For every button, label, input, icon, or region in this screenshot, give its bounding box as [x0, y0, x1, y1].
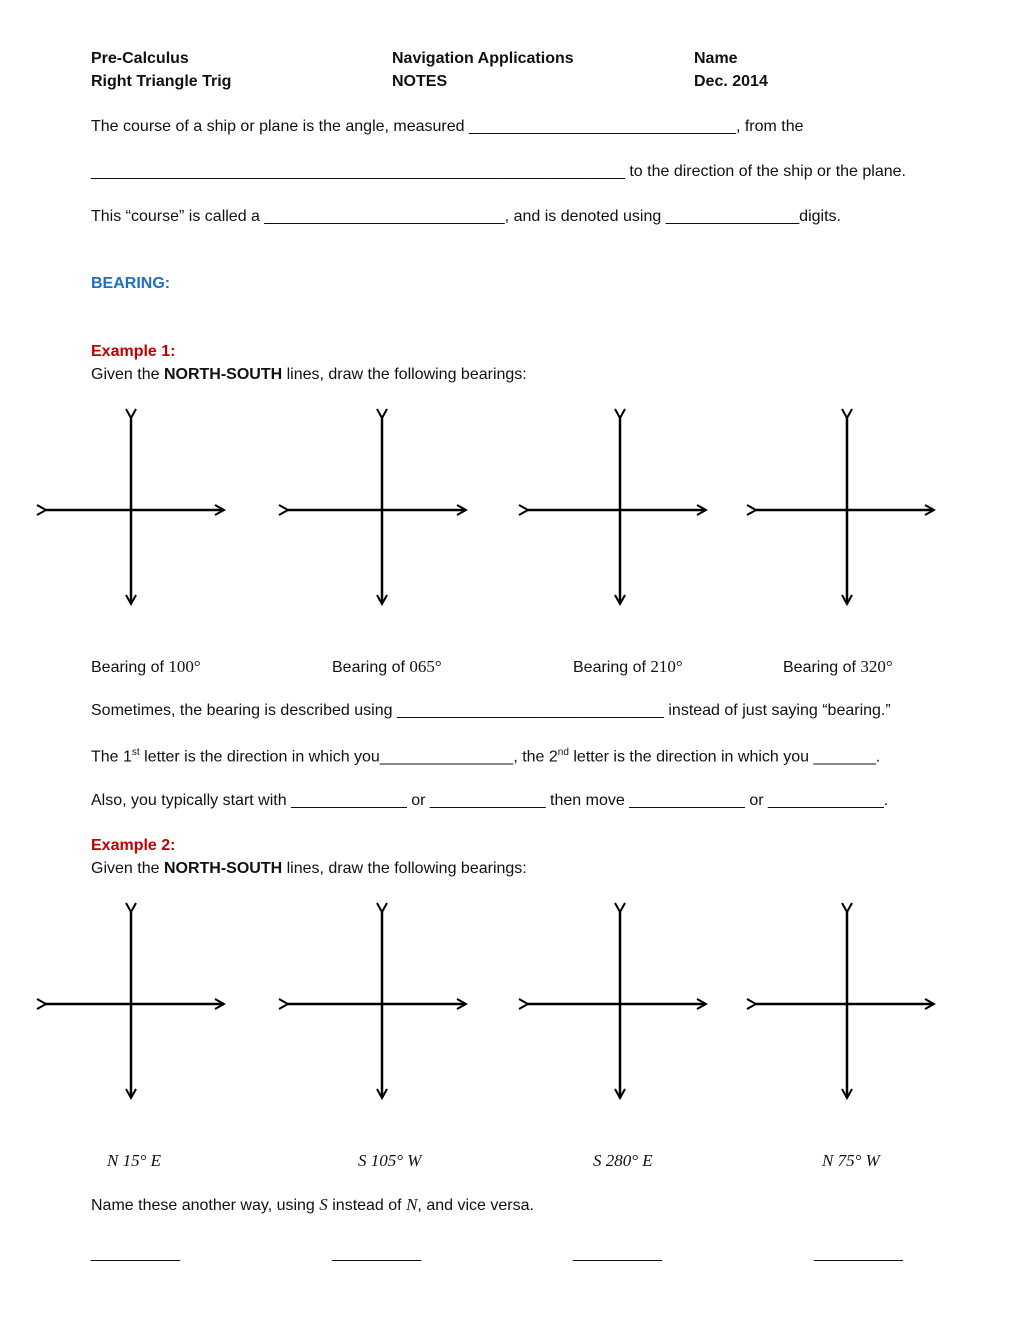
compass-axes-8[interactable] — [756, 912, 934, 1098]
course-title: Pre-Calculus — [91, 50, 189, 67]
answer-blank: _______________ — [379, 748, 514, 766]
intro-text: digits. — [799, 208, 841, 225]
date-label: Dec. 2014 — [694, 73, 768, 90]
answer-blank: _____________ — [629, 792, 745, 809]
bearing-value: 320° — [860, 657, 893, 676]
body-text: Sometimes, the bearing is described using — [91, 702, 393, 719]
notes-label: NOTES — [392, 73, 448, 90]
bearing-prefix: Bearing of — [783, 659, 856, 676]
example-1-title: Example 1: — [91, 343, 176, 360]
body-text: Name these another way, using — [91, 1197, 315, 1214]
answer-blank: ____________________________________________________________ — [91, 163, 625, 180]
instr-bold: NORTH-SOUTH — [163, 860, 283, 877]
example-2-title: Example 2: — [91, 837, 176, 854]
body-text: or — [411, 792, 426, 809]
body-text: letter is the direction in which you — [573, 748, 810, 766]
intro-text: The course of a ship or plane is the angle, measured — [91, 118, 465, 135]
answer-blank: ______________________________ — [469, 118, 736, 135]
bearing-value: 100° — [168, 657, 201, 676]
body-text: instead of — [332, 1197, 402, 1214]
bearing-label-4 — [783, 657, 893, 677]
ordinal-suffix: nd — [557, 747, 569, 758]
intro-text: This “course” is called a — [91, 208, 260, 225]
topic-title: Navigation Applications — [392, 50, 574, 67]
bearing-heading: BEARING: — [91, 275, 171, 292]
ordinal-suffix: st — [131, 747, 140, 758]
unit-title: Right Triangle Trig — [91, 73, 232, 90]
answer-blank-2[interactable]: __________ — [332, 1245, 421, 1262]
instr-text: lines, draw the following bearings: — [286, 860, 527, 877]
quadrant-bearing-3: S 280° E — [593, 1151, 653, 1170]
body-text: , the 2 — [513, 748, 558, 766]
answer-blank: _______________ — [665, 208, 800, 225]
answer-blank-4[interactable]: __________ — [814, 1245, 903, 1262]
letter-s: S — [319, 1195, 328, 1214]
sometimes-line — [91, 702, 891, 720]
answer-blank: _______ — [813, 748, 876, 766]
answer-blank: ______________________________ — [396, 702, 664, 719]
name-label: Name — [694, 50, 738, 67]
answer-blank: ___________________________ — [264, 208, 505, 225]
compass-axes-7[interactable] — [528, 912, 706, 1098]
bearing-value: 065° — [409, 657, 442, 676]
answer-blank-3[interactable]: __________ — [573, 1245, 662, 1262]
body-text: Also, you typically start with — [91, 792, 287, 809]
body-text: instead of just saying “bearing.” — [668, 702, 891, 719]
body-text: letter is the direction in which you — [144, 748, 380, 766]
bearing-prefix: Bearing of — [332, 659, 405, 676]
letter-line — [91, 747, 880, 766]
body-text: then move — [550, 792, 625, 809]
compass-axes-4[interactable] — [756, 418, 934, 604]
instr-text: lines, draw the following bearings: — [286, 366, 527, 383]
compass-axes-3[interactable] — [528, 418, 706, 604]
intro-text: , from the — [735, 118, 804, 135]
answer-blank: _____________ — [768, 792, 884, 809]
example-2-instructions — [91, 860, 527, 878]
bearing-label-3 — [573, 657, 683, 677]
instr-bold: NORTH-SOUTH — [163, 366, 283, 383]
answer-blank: _____________ — [291, 792, 407, 809]
compass-axes-1[interactable] — [46, 418, 224, 604]
compass-axes-6[interactable] — [288, 912, 466, 1098]
answer-blank: _____________ — [429, 792, 546, 809]
body-text: . — [883, 792, 889, 809]
compass-axes-2[interactable] — [288, 418, 466, 604]
intro-text: , and is denoted using — [504, 208, 662, 225]
bearing-value: 210° — [650, 657, 683, 676]
bearing-prefix: Bearing of — [573, 659, 646, 676]
name-another-line — [91, 1195, 534, 1215]
body-text: . — [875, 748, 881, 766]
bearing-label-1 — [91, 657, 201, 677]
intro-text: to the direction of the ship or the plane. — [629, 163, 906, 180]
body-text: The 1 — [91, 748, 132, 766]
compass-axes-5[interactable] — [46, 912, 224, 1098]
bearing-prefix: Bearing of — [91, 659, 164, 676]
letter-n: N — [406, 1195, 418, 1214]
bearing-label-2 — [332, 657, 442, 677]
also-line — [91, 792, 888, 810]
instr-text: Given the — [91, 860, 160, 877]
instr-text: Given the — [91, 366, 160, 383]
quadrant-bearing-4: N 75° W — [822, 1151, 880, 1170]
quadrant-bearing-2: S 105° W — [358, 1151, 422, 1170]
quadrant-bearing-1: N 15° E — [107, 1151, 162, 1170]
body-text: , and vice versa. — [417, 1197, 534, 1214]
body-text: or — [749, 792, 764, 809]
answer-blank-1[interactable]: __________ — [91, 1245, 180, 1262]
